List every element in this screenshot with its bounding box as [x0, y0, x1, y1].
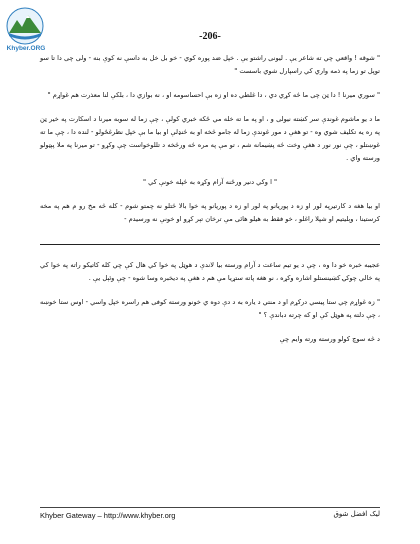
paragraph-3: ما د يو ماشوم غوندې سر کښته نيولی و ، او په ما ته خله مي ځکه خبري کولې ، چې زما له سوبه ميرنا د اسکارت په خير ټن په ره يه تکليف شوي وه - تو هغې د مور غوندې زما له جامو څخه او به څنډلې او بيا ما بې خپل نظرغځولو - لنده دا ، چې ما ته غوښتلو ، چې نور نور د هغې وخت څه پښيمانه شم ، تو مې په مره څه ورڅخه د تللوخواست چې وکړو - تو ميرنا په ملا پېټولو ورسته واي .	[40, 115, 380, 162]
footer-author: ليک افضل شوق	[333, 510, 380, 518]
footer-divider	[40, 507, 380, 508]
page-number: -206-	[199, 31, 221, 42]
paragraph-1: " شوقه ! واقعي چي ته شاعر يې . ليونی راشتو يې . خپل ضد پوره کوي - خو بل خل به داسې نه کوې بنه - ولی چی دا تا سو توپل تو زما په ذمه واري کي راسپارل شوي باسست "	[40, 54, 380, 75]
paragraph-2: " سوري ميرنا ! دا ټن چی ما څه کړي دي ، دا غلطي ده او زه بې احساسومه او ، نه بوازي دا ، بلکې لنا معذرت هم غواړم "	[47, 91, 380, 99]
paragraph-7: " زه غواړم چي ستا پيسي درکړم او د منتي د ياره به د دې دوه ي خونو ورسته کوفی هم راسره خپل واسي - اوس ستا خوښه ، چې دلته په هوټل کې او که چرته دباندې ؟ "	[40, 298, 380, 319]
logo-text: Khyber.ORG	[6, 45, 46, 52]
paragraph-8: د څه سوچ کولو ورسته ورته وايم چې	[279, 335, 380, 343]
paragraph-6: عجيبه خبره خو دا وه ، چې د يو تيم ساعت د آرام ورسته بيا لاندې د هوټل په خوا کي هال کې چي کله کاتيکو راته په خوا کي په خالي چوکۍ کښينستلو اشاره وکړه ، نو هغه پاته ستړيا مې هم د هغې په ديخبره وسا شوه - چې وئېل يې .	[40, 261, 380, 282]
section-divider	[40, 244, 380, 245]
paragraph-4: " ا وکي دنير ورځنه آرام وکړه به څپله خونې کي "	[142, 178, 278, 186]
document-body	[40, 52, 380, 357]
footer-website: Khyber Gateway – http://www.khyber.org	[40, 511, 176, 520]
paragraph-5: او بيا هغه د کارتيرپه لور او زه د پوريانو په لور او زه د پوريانو په خوا بالا څتلو نه چمتو شوم - کله څه مخ رو م هم په مخه کرستينا ، وېليتيم او شپلا راغلو ، خو فقط به هيلو هائی مې ترخان تېر کړو او خونې نه ورسيدم -	[40, 202, 380, 223]
